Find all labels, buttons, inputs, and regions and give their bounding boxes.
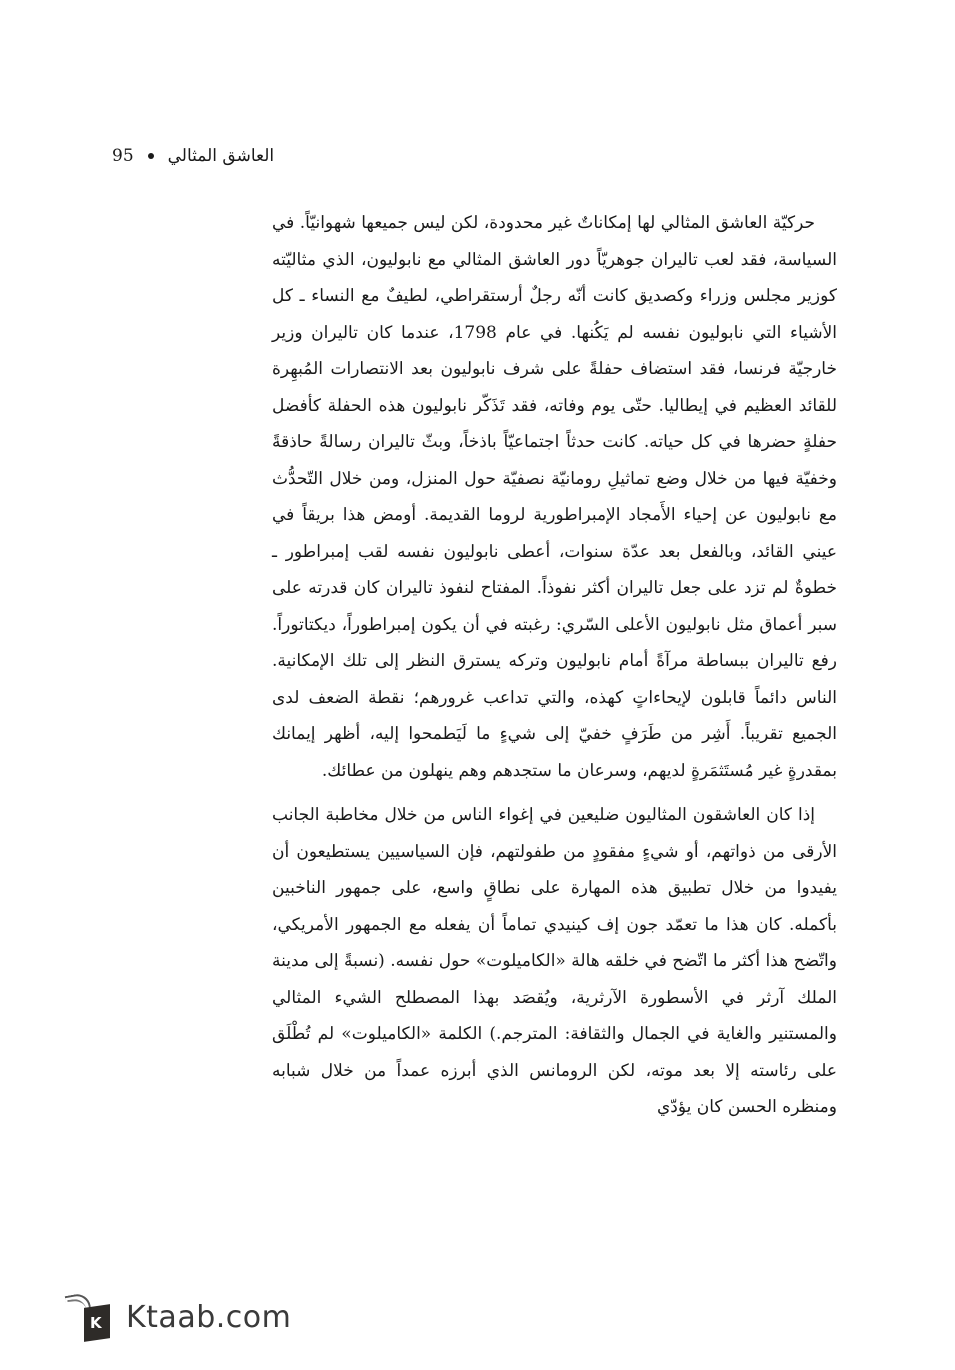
site-name: Ktaab.com bbox=[126, 1299, 292, 1335]
logo-letter: K bbox=[90, 1314, 102, 1333]
page-number: 95 bbox=[112, 146, 134, 166]
paragraph-2: إذا كان العاشقون المثاليون ضليعين في إغواء الناس من خلال مخاطبة الجانب الأرقى من ذواتهم، أو شيءٍ مفقودٍ من طفولتهم، فإن السياسيين يستطيعون أن يفيدوا من خلال تطبيق هذه المهارة على نطاقٍ واسع، على جمهور الناخبين بأكمله. كان هذا ما تعمّد جون إف كينيدي تماماً أن يفعله مع الجمهور الأمريكي، واتّضح هذا أكثر ما اتّضح في خلقه هالة «الكاميلوت» حول نفسه. (نسبةً إلى مدينة الملك آرثر في الأسطورة الآرثرية، ويُقصَد بهذا المصطلح الشيء المثالي والمستنير والغاية في الجمال والثقافة: المترجم.) الكلمة «الكاميلوت» لم تُطْلَق على رئاسته إلا بعد موته، لكن الرومانس الذي أبرزه عمداً من خلال شبابه ومنظره الحسن كان يؤدّي bbox=[272, 805, 837, 1117]
running-title: العاشق المثالي bbox=[167, 146, 275, 166]
paragraph-1: حركيّة العاشق المثالي لها إمكاناتٌ غير محدودة، لكن ليس جميعها شهوانيّاً. في السياسة، فقد لعب تاليران جوهريّاً دور العاشق المثالي مع نابوليون، الذي مثاليّته كوزير مجلس وزراء وكصديق كانت أنّه رجلٌ أرستقراطي، لطيفٌ مع النساء ـ كل الأشياء التي نابوليون نفسه لم يَكُنها. في عام 1798، عندما كان تاليران وزير خارجيّة فرنسا، فقد استضاف حفلةً على شرف نابوليون بعد الانتصارات المُبهِرة للقائد العظيم في إيطاليا. حتّى يوم وفاته، فقد تَذَكّر نابوليون هذه الحفلة كأفضل حفلةٍ حضرها في كل حياته. كانت حدثاً اجتماعيّاً باذخاً، وبثّ تاليران رسالةً حاذقةً وخفيّة فيها من خلال وضع تماثيلِ رومانيّة نصفيّة حول المنزل، ومن خلال التّحدُّث مع نابوليون عن إحياء الأَمجاد الإمبراطورية لروما القديمة. أومض هذا بريقاً في عيني القائد، وبالفعل بعد عدّة سنوات، أعطى نابوليون نفسه لقب إمبراطور ـ خطوةٌ لم تزد على جعل تاليران أكثر نفوذاً. المفتاح لنفوذ تاليران كان قدرته على سبر أعماق مثل نابوليون الأعلى السّري: رغبته في أن يكون إمبراطوراً، ديكتاتوراً. رفع تاليران ببساطة مرآةً أمام نابوليون وتركه يسترق النظر إلى تلك الإمكانية. الناس دائماً قابلون لإيحاءاتٍ كهذه، والتي تداعب غرورهم؛ نقطة الضعف لدى الجميع تقريباً. أَشِر من طَرَفٍ خفيّ إلى شيءٍ ما لَيَطمحوا إليه، أظهر إيمانك بمقدرةٍ غير مُستَثمَرةٍ لديهم، وسرعان ما ستجدهم وهم ينهلون من عطائك. bbox=[272, 213, 837, 781]
bullet-separator-icon bbox=[148, 153, 154, 159]
book-logo-icon bbox=[62, 1292, 114, 1342]
page-header bbox=[112, 146, 274, 166]
body-text bbox=[272, 205, 837, 1126]
ktaab-watermark bbox=[62, 1292, 291, 1342]
